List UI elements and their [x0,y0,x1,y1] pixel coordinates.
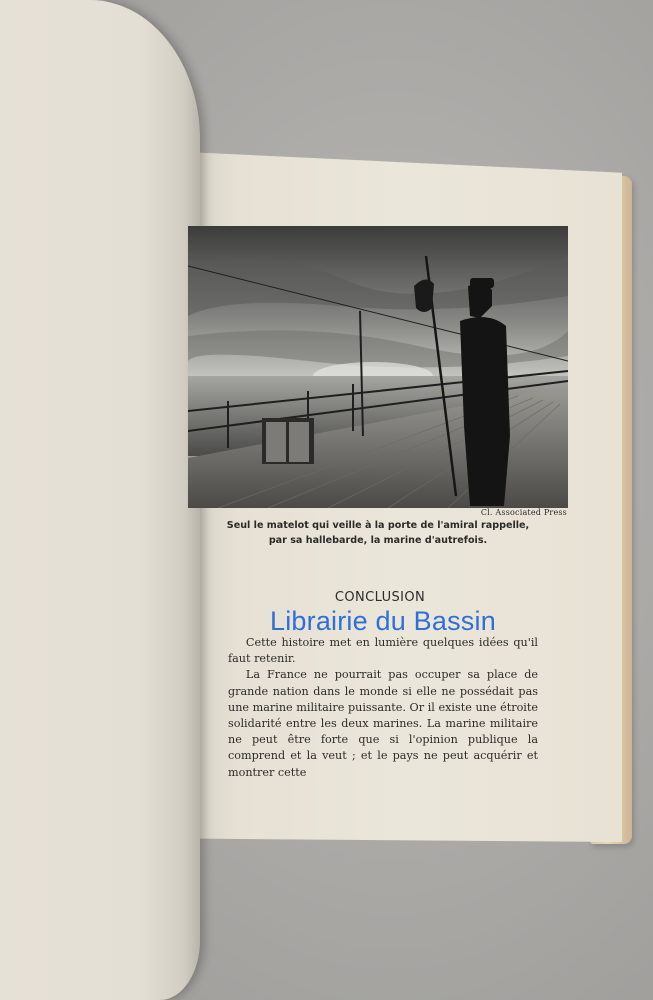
body-text [228,635,538,781]
photo-caption [188,518,568,548]
section-heading: CONCLUSION [334,590,426,605]
paragraph-2: La France ne pourrait pas occuper sa place de grande nation dans le monde si elle ne possédait pas une marine militaire puissante. Or il existe une étroite solidarité entre les deux marines. La marine militaire ne peut être forte que si l'opinion publique la comprend et la veut ; et le pays ne peut acquérir et montrer cette [228,668,538,779]
photo-credit: Cl. Associated Press [480,508,567,517]
paragraph-1: Cette histoire met en lumière quelques idées qu'il faut retenir. [228,636,538,666]
caption-line-1: Seul le matelot qui veille à la porte de l'amiral rappelle, [226,520,530,531]
ship-deck-photo [188,226,568,508]
left-page [0,0,200,1000]
caption-line-2: par sa hallebarde, la marine d'autrefois. [268,535,488,546]
watermark-text: Librairie du Bassin [270,606,496,636]
photo-illustration [188,226,568,508]
